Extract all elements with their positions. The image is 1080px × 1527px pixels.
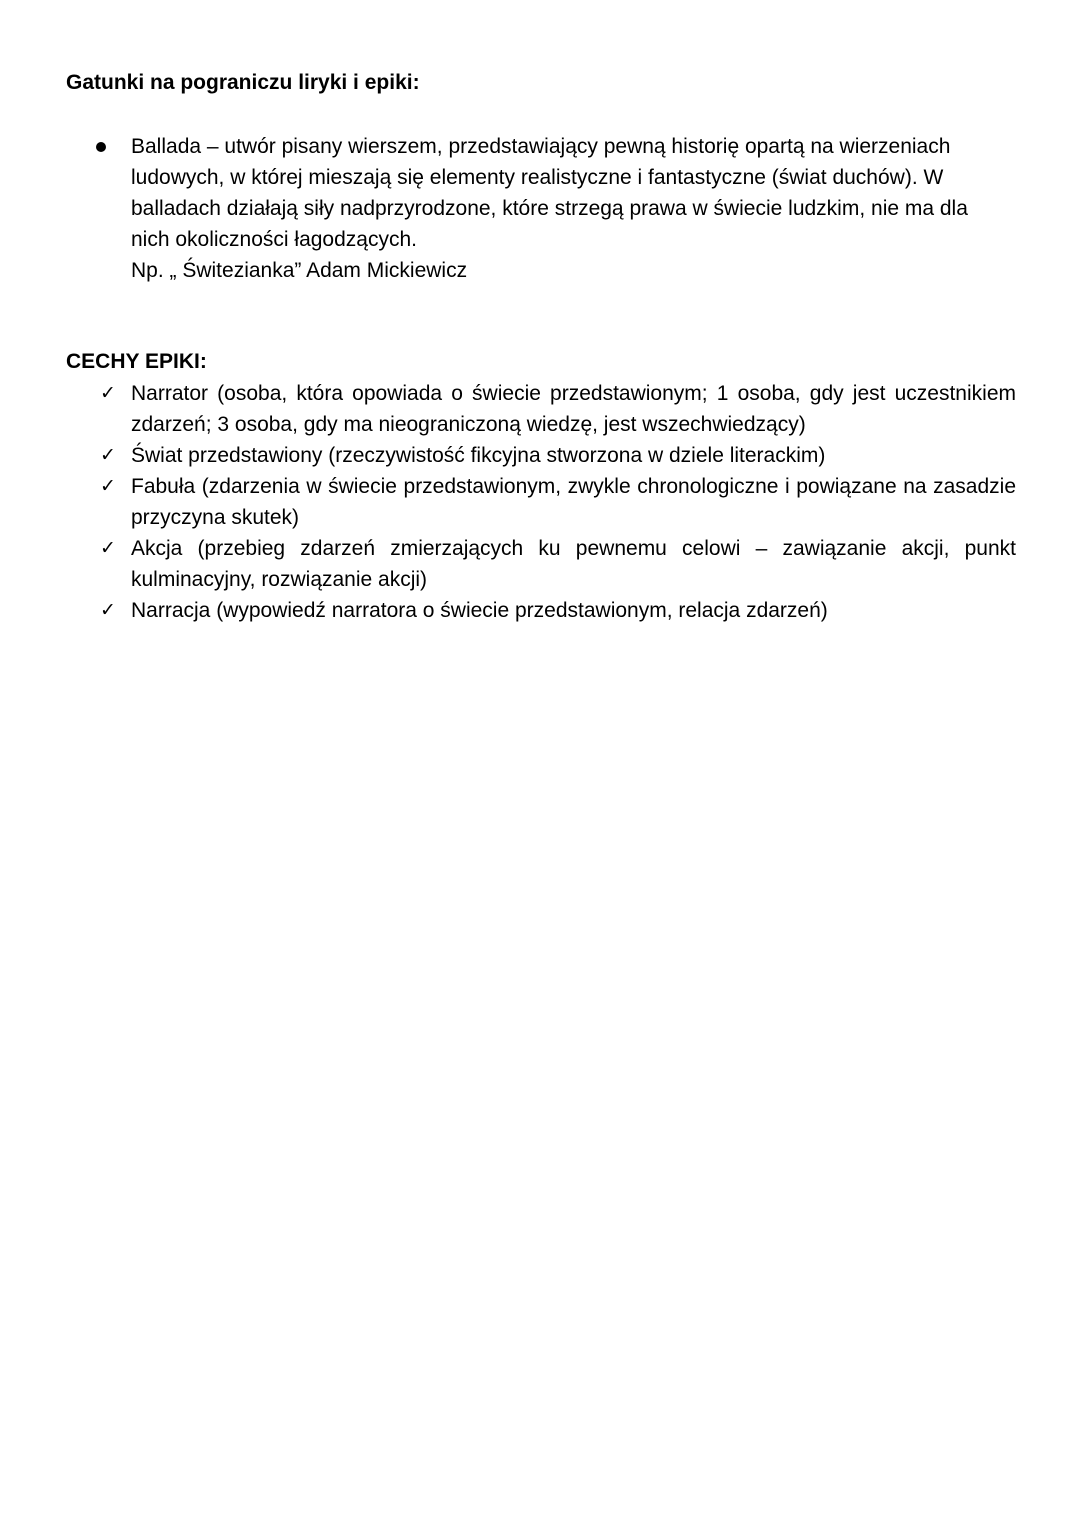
- list-item: [100, 440, 1016, 471]
- list-item-text: Narracja (wypowiedź narratora o świecie przedstawionym, relacja zdarzeń): [131, 599, 828, 622]
- ballad-definition: Ballada – utwór pisany wierszem, przedstawiający pewną historię opartą na wierzeniach ludowych, w której mieszają się elementy realistyczne i fantastyczne (świat duchów). W balladach działają siły nadprzyrodzone, które strzegą prawa w świecie ludzkim, nie ma dla nich okoliczności łagodzących.: [131, 135, 968, 251]
- section-heading-genres: Gatunki na pograniczu liryki i epiki:: [66, 71, 420, 94]
- list-item-text: Narrator (osoba, która opowiada o świecie przedstawionym; 1 osoba, gdy jest uczestnikiem zdarzeń; 3 osoba, gdy ma nieograniczoną wiedzę, jest wszechwiedzący): [131, 382, 1016, 436]
- checkmark-icon: ✓: [100, 475, 116, 497]
- checkmark-icon: ✓: [100, 382, 116, 404]
- ballad-text: [131, 131, 991, 286]
- checkmark-icon: ✓: [100, 444, 116, 466]
- list-item: [100, 533, 1016, 595]
- epic-features-list: [100, 378, 1016, 626]
- list-item-text: Fabuła (zdarzenia w świecie przedstawionym, zwykle chronologiczne i powiązane na zasadzie przyczyna skutek): [131, 475, 1016, 529]
- section-heading-epic-features: CECHY EPIKI:: [66, 350, 207, 373]
- checkmark-icon: ✓: [100, 537, 116, 559]
- list-item: [100, 471, 1016, 533]
- list-item-text: Świat przedstawiony (rzeczywistość fikcyjna stworzona w dziele literackim): [131, 444, 826, 467]
- list-item: [100, 378, 1016, 440]
- ballad-example: Np. „ Świtezianka” Adam Mickiewicz: [131, 259, 468, 282]
- list-item: [100, 595, 1016, 626]
- bullet-dot-icon: [96, 142, 106, 152]
- checkmark-icon: ✓: [100, 599, 116, 621]
- list-item-text: Akcja (przebieg zdarzeń zmierzających ku pewnemu celowi – zawiązanie akcji, punkt kulminacyjny, rozwiązanie akcji): [131, 537, 1016, 591]
